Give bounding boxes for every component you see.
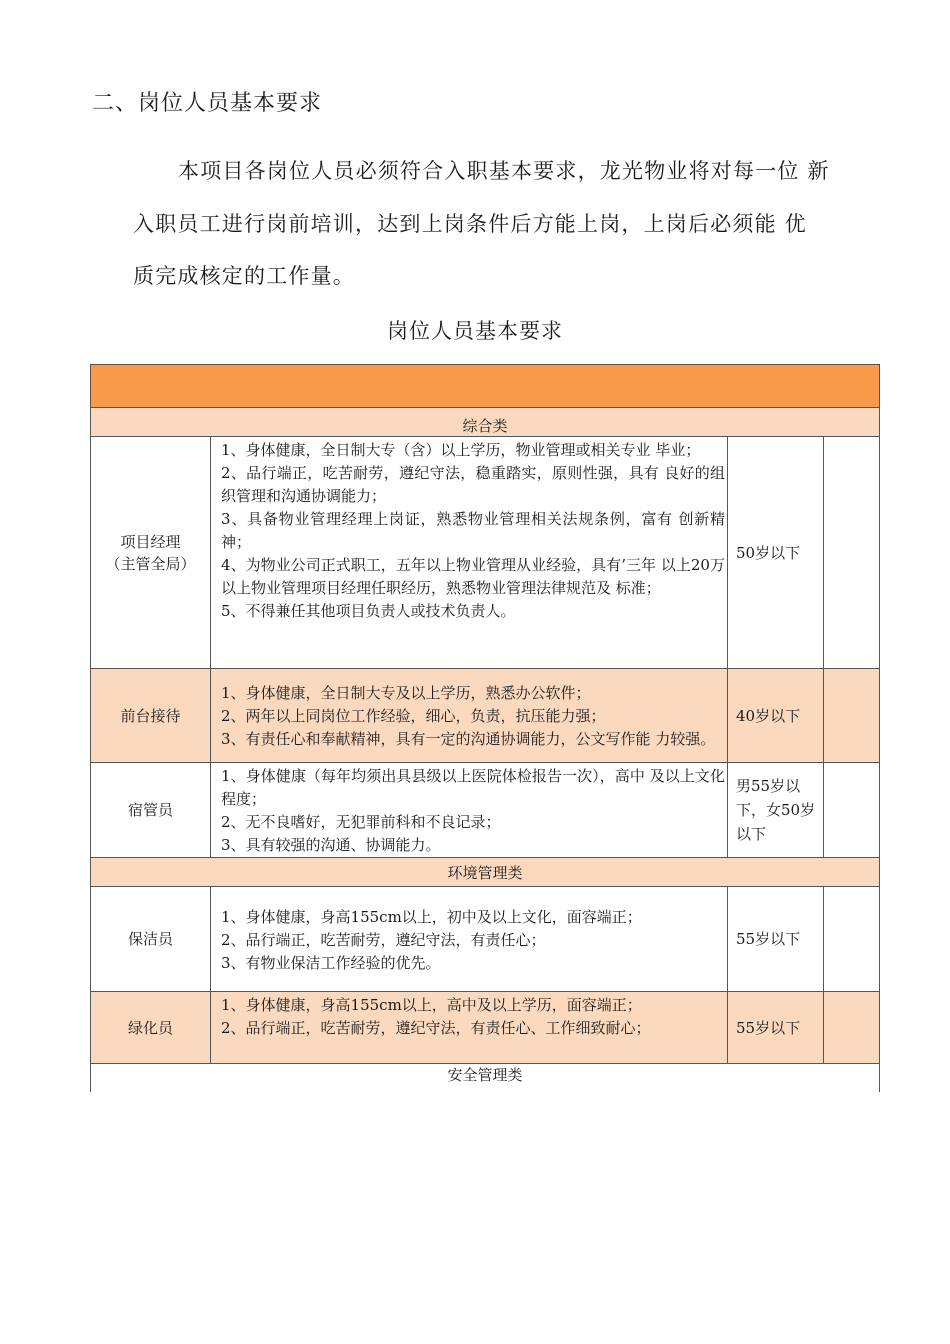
section-heading: 二、岗位人员基本要求 <box>92 91 323 116</box>
section-row-environment <box>91 858 880 887</box>
section-label <box>91 1064 880 1093</box>
requirement-line: 2、两年以上同岗位工作经验，细心，负责，抗压能力强； <box>221 707 606 725</box>
age-cell: 50岁以下 <box>728 437 824 669</box>
role-cell <box>91 437 211 669</box>
blank-cell <box>824 887 880 992</box>
requirement-line: 3、有物业保洁工作经验的优先。 <box>221 953 441 972</box>
requirements-table <box>90 364 880 1092</box>
requirement-line: 1、身体健康，全日制大专（含）以上学历，物业管理或相关专业 毕业； <box>221 441 701 459</box>
table-row <box>91 887 880 992</box>
age-cell: 40岁以下 <box>728 669 824 763</box>
role-cell: 前台接待 <box>91 669 211 763</box>
role-cell: 宿管员 <box>91 763 211 858</box>
requirements-cell <box>211 437 728 669</box>
requirement-line: 2、品行端正，吃苦耐劳，遵纪守法，有责任心； <box>221 930 546 949</box>
blank-cell <box>824 669 880 763</box>
section-row-general <box>91 408 880 437</box>
requirement-line: 2、品行端正，吃苦耐劳，遵纪守法，稳重踏实，原则性强，具有 良好的组织管理和沟通协调能力； <box>221 464 725 505</box>
requirement-line: 3、具备物业管理经理上岗证，熟悉物业管理相关法规条例，富有 创新精神； <box>221 510 725 551</box>
table-row <box>91 669 880 763</box>
blank-cell <box>824 437 880 669</box>
requirement-line: 2、无不良嗜好，无犯罪前科和不良记录； <box>221 813 501 831</box>
table-row <box>91 992 880 1064</box>
section-row-security <box>91 1064 880 1093</box>
requirement-line: 1、身体健康，身高155cm以上，高中及以上学历，面容端正； <box>221 996 642 1014</box>
intro-line-1: 本项目各岗位人员必须符合入职基本要求，龙光物业将对每一位 新 <box>178 159 830 183</box>
requirement-line: 3、有责任心和奉献精神，具有一定的沟通协调能力，公文写作能 力较强。 <box>221 730 716 748</box>
requirements-cell <box>211 763 728 858</box>
requirement-line: 3、具有较强的沟通、协调能力。 <box>221 836 441 854</box>
age-cell: 55岁以下 <box>728 887 824 992</box>
requirements-cell <box>211 669 728 763</box>
role-cell: 绿化员 <box>91 992 211 1064</box>
table-header-band <box>91 365 880 408</box>
age-cell: 55岁以下 <box>728 992 824 1064</box>
requirement-line: 1、身体健康，全日制大专及以上学历，熟悉办公软件； <box>221 684 591 702</box>
role-cell: 保洁员 <box>91 887 211 992</box>
table-title: 岗位人员基本要求 <box>387 319 563 343</box>
intro-line-2: 入职员工进行岗前培训，达到上岗条件后方能上岗，上岗后必须能 优 <box>133 212 807 236</box>
table-row <box>91 763 880 858</box>
table-row <box>91 437 880 669</box>
section-label: 环境管理类 <box>91 858 880 887</box>
requirements-cell <box>211 887 728 992</box>
section-label: 综合类 <box>91 408 880 437</box>
requirements-cell <box>211 992 728 1064</box>
requirement-line: 1、身体健康（每年均须出具县级以上医院体检报告一次），高中 及以上文化程度； <box>221 767 725 808</box>
requirement-line: 4、为物业公司正式职工，五年以上物业管理从业经验，具有’三年 以上20万以上物业管理项目经理任职经历，熟悉物业管理法律规范及 标准； <box>221 556 725 597</box>
role-scope: （主管全局） <box>105 554 196 573</box>
role-name: 项目经理 <box>120 532 181 551</box>
section-label-text: 安全管理类 <box>447 1066 523 1082</box>
blank-cell <box>824 763 880 858</box>
age-cell: 男55岁以下，女50岁以下 <box>728 763 824 858</box>
blank-cell <box>824 992 880 1064</box>
requirement-line: 5、不得兼任其他项目负责人或技术负责人。 <box>221 602 516 620</box>
requirement-line: 2、品行端正，吃苦耐劳，遵纪守法，有责任心、工作细致耐心； <box>221 1019 651 1037</box>
intro-line-3: 质完成核定的工作量。 <box>133 264 355 288</box>
requirement-line: 1、身体健康，身高155cm以上，初中及以上文化，面容端正； <box>221 907 642 926</box>
